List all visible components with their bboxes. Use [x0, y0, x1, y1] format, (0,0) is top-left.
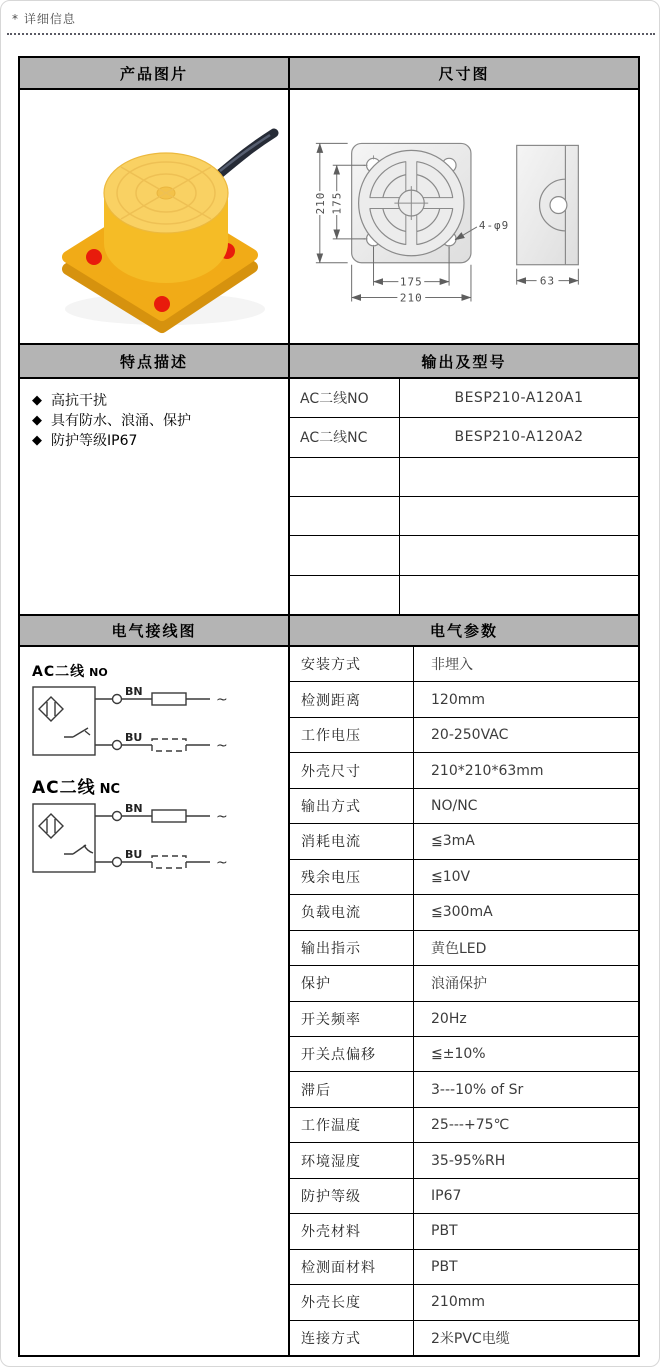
parameter-label: 残余电压 — [290, 860, 414, 894]
section1-header-row — [20, 58, 638, 90]
parameter-row — [290, 1178, 638, 1213]
parameter-value: 20Hz — [431, 1010, 467, 1027]
parameter-label: 检测距离 — [290, 682, 414, 716]
dim-hole-vertical: 175 — [330, 191, 344, 215]
section2-body-row — [20, 379, 638, 614]
section2-header-row — [20, 343, 638, 379]
dim-hole-horizontal: 175 — [399, 275, 423, 289]
parameter-row — [290, 1320, 638, 1355]
output-model: BESP210-A120A1 — [454, 390, 584, 407]
dimension-drawing-cell — [290, 90, 638, 343]
parameter-label: 负载电流 — [290, 895, 414, 929]
section3-body-row — [20, 647, 638, 1355]
front-view — [352, 143, 471, 262]
parameter-label: 工作电压 — [290, 718, 414, 752]
output-type — [290, 497, 400, 535]
section1-body-row — [20, 90, 638, 343]
parameter-label: 消耗电流 — [290, 824, 414, 858]
dim-holes-label: 4-φ9 — [478, 218, 510, 232]
product-image-cell — [20, 90, 290, 343]
output-model — [400, 458, 638, 496]
outputs-header: 输出及型号 — [421, 352, 507, 371]
parameter-value: IP67 — [431, 1188, 462, 1205]
parameter-value: ≦10V — [431, 868, 471, 885]
wiring-cell — [20, 647, 290, 1355]
diamond-bullet-icon: ◆ — [32, 413, 42, 428]
feature-text: 防护等级IP67 — [51, 433, 138, 449]
output-model: BESP210-A120A2 — [454, 429, 584, 446]
side-view — [517, 145, 579, 264]
wiring-diagram-no — [30, 683, 282, 769]
parameter-value: 黄色LED — [431, 940, 487, 957]
output-model — [400, 497, 638, 535]
section3-header-row — [20, 614, 638, 647]
dim-front-height: 210 — [313, 191, 327, 215]
parameter-label: 输出指示 — [290, 931, 414, 965]
ac-symbol-bottom: ~ — [216, 738, 228, 754]
ac-symbol-top: ~ — [216, 809, 228, 825]
feature-text: 具有防水、浪涌、保护 — [51, 413, 191, 429]
parameter-value: 2米PVC电缆 — [431, 1330, 510, 1347]
parameter-value: 20-250VAC — [431, 727, 509, 744]
output-model-table — [290, 379, 638, 614]
product-photo — [20, 91, 288, 342]
output-type: AC二线NC — [290, 418, 400, 456]
parameter-value: 浪涌保护 — [431, 976, 487, 993]
feature-item — [32, 391, 278, 411]
parameter-row — [290, 859, 638, 894]
output-model-row — [290, 535, 638, 574]
wire-label-bn: BN — [125, 802, 143, 815]
diamond-bullet-icon: ◆ — [32, 393, 42, 408]
output-type: AC二线NO — [290, 379, 400, 417]
ac-symbol-top: ~ — [216, 692, 228, 708]
parameter-label: 外壳长度 — [290, 1285, 414, 1319]
parameter-value: 35-95%RH — [431, 1152, 506, 1169]
output-type — [290, 458, 400, 496]
wire-label-bn: BN — [125, 685, 143, 698]
parameter-row — [290, 930, 638, 965]
wiring-title-no: AC二线 NO — [32, 664, 108, 680]
wire-label-bu: BU — [125, 848, 143, 861]
parameter-label: 外壳材料 — [290, 1214, 414, 1248]
parameter-row — [290, 1107, 638, 1142]
wiring-header: 电气接线图 — [20, 616, 290, 645]
parameter-row — [290, 647, 638, 681]
output-model — [400, 576, 638, 614]
wiring-diagram-nc — [30, 800, 282, 888]
features-header: 特点描述 — [20, 345, 290, 377]
parameter-row — [290, 788, 638, 823]
parameter-label: 滞后 — [290, 1072, 414, 1106]
parameter-row — [290, 965, 638, 1000]
output-model-row — [290, 379, 638, 417]
parameter-value: NO/NC — [431, 798, 478, 815]
parameter-row — [290, 1284, 638, 1319]
parameter-label: 连接方式 — [290, 1321, 414, 1355]
parameter-label: 外壳尺寸 — [290, 753, 414, 787]
parameter-label: 工作温度 — [290, 1108, 414, 1142]
corner-dot-bottom — [154, 296, 170, 312]
parameter-value: ≦300mA — [431, 904, 493, 921]
dim-front-width: 210 — [399, 291, 423, 305]
parameter-value: 210*210*63mm — [431, 762, 544, 779]
parameter-row — [290, 823, 638, 858]
parameter-row — [290, 1071, 638, 1106]
dim-side-depth: 63 — [539, 274, 556, 288]
parameter-row — [290, 894, 638, 929]
parameter-value: PBT — [431, 1258, 458, 1275]
parameter-row — [290, 1249, 638, 1284]
output-type — [290, 536, 400, 574]
parameter-row — [290, 717, 638, 752]
output-model-row — [290, 417, 638, 456]
wire-label-bu: BU — [125, 731, 143, 744]
parameter-row — [290, 681, 638, 716]
output-model — [400, 536, 638, 574]
parameter-row — [290, 1036, 638, 1071]
parameter-label: 安装方式 — [290, 647, 414, 681]
output-type — [290, 576, 400, 614]
product-image-header: 产品图片 — [20, 58, 290, 88]
feature-item — [32, 431, 278, 451]
parameter-label: 开关频率 — [290, 1002, 414, 1036]
dimension-drawing — [290, 91, 638, 342]
parameter-label: 防护等级 — [290, 1179, 414, 1213]
parameter-label: 保护 — [290, 966, 414, 1000]
parameter-value: 120mm — [431, 691, 485, 708]
parameters-header: 电气参数 — [429, 622, 498, 640]
parameter-value: PBT — [431, 1223, 458, 1240]
page-title: * 详细信息 — [12, 12, 76, 26]
parameter-value: 25---+75℃ — [431, 1117, 510, 1134]
features-cell — [20, 379, 290, 614]
parameter-value: 210mm — [431, 1294, 485, 1311]
feature-item — [32, 411, 278, 431]
parameter-row — [290, 1142, 638, 1177]
parameter-row — [290, 752, 638, 787]
output-model-row — [290, 575, 638, 614]
parameter-value: ≦3mA — [431, 833, 475, 850]
parameter-label: 开关点偏移 — [290, 1037, 414, 1071]
parameter-label: 输出方式 — [290, 789, 414, 823]
parameter-row — [290, 1213, 638, 1248]
cable-highlight — [220, 135, 270, 171]
product-spec-table — [18, 56, 640, 1357]
parameter-label: 环境湿度 — [290, 1143, 414, 1177]
dotted-divider — [7, 33, 655, 35]
output-model-row — [290, 457, 638, 496]
parameter-value: 3---10% of Sr — [431, 1081, 524, 1098]
dimension-header: 尺寸图 — [438, 64, 490, 83]
output-model-row — [290, 496, 638, 535]
ac-symbol-bottom: ~ — [216, 855, 228, 871]
parameter-value: ≦±10% — [431, 1046, 486, 1063]
parameter-value: 非埋入 — [431, 657, 473, 674]
parameter-row — [290, 1001, 638, 1036]
wiring-title-nc: AC二线 NC — [32, 778, 121, 798]
cable — [216, 133, 274, 177]
feature-text: 高抗干扰 — [51, 393, 107, 409]
parameters-table — [290, 647, 638, 1355]
parameter-label: 检测面材料 — [290, 1250, 414, 1284]
diamond-bullet-icon: ◆ — [32, 433, 42, 448]
corner-dot-left — [86, 249, 102, 265]
